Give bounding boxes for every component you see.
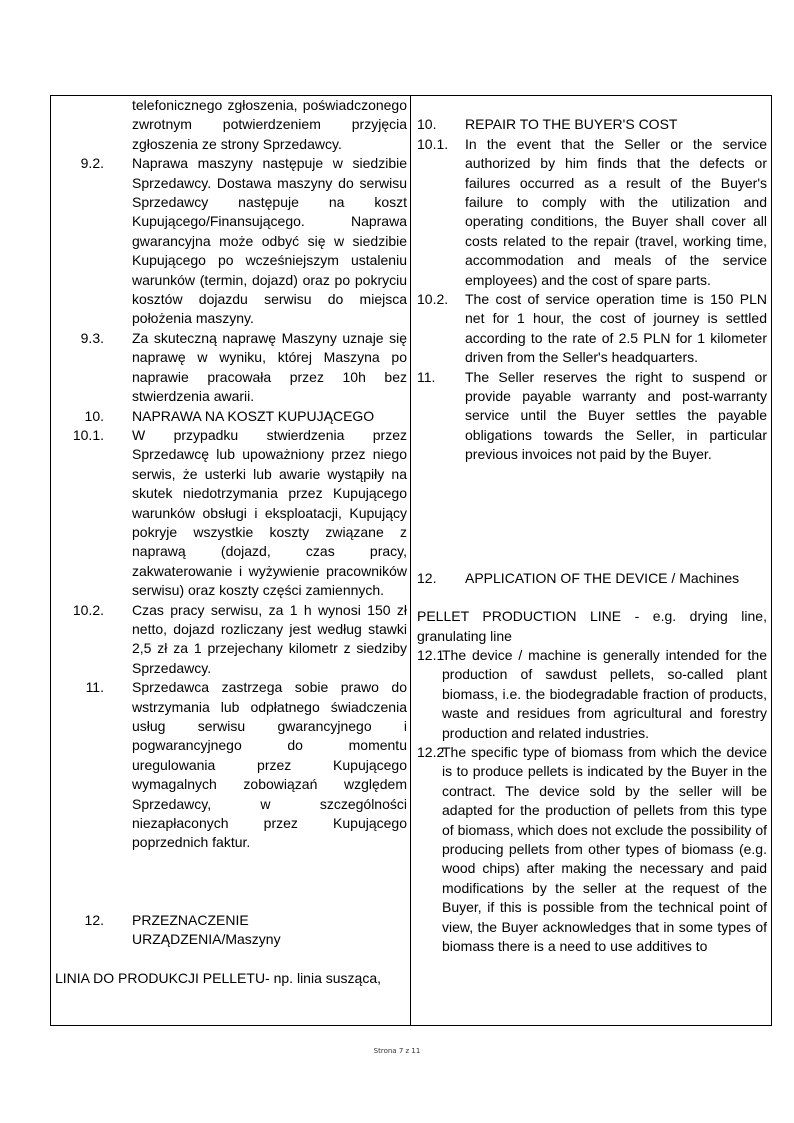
clause-number: 12.	[84, 911, 104, 928]
clause-number: 11.	[417, 368, 436, 385]
clause-10-2	[417, 290, 767, 368]
page-number-footer: Strona 7 z 11	[373, 1047, 421, 1055]
clause-10-2	[55, 601, 407, 679]
clause-text: W przypadku stwierdzenia przez Sprzedawcę lub upoważniony przez niego serwis, że usterki lub awarie wystąpiły na skutek niedotrzymania przez Kupującego warunków obsługi i eksploatacji, Kupujący pokryje wszystkie koszty związane z naprawą (dojazd, czas pracy, zakwaterowanie i wyżywienie pracowników serwisu) oraz koszty części zamiennych.	[132, 426, 407, 599]
clause-number: 10.2.	[417, 291, 449, 308]
clause-number: 12.1	[417, 646, 445, 663]
clause-text: The Seller reserves the right to suspend or provide payable warranty and post-warranty service until the Buyer settles the payable obligations towards the Seller, in particular previous invoices not paid by the Buyer.	[465, 368, 767, 463]
clause-9-2	[55, 154, 407, 329]
clause-12-2	[417, 743, 767, 956]
production-line-text: LINIA DO PRODUKCJI PELLETU- np. linia susząca,	[55, 969, 381, 986]
clause-heading: NAPRAWA NA KOSZT KUPUJĄCEGO	[132, 407, 375, 424]
clause-heading: PRZEZNACZENIE URZĄDZENIA/Maszyny	[132, 911, 281, 948]
clause-number: 10.	[417, 116, 437, 133]
clause-heading: APPLICATION OF THE DEVICE / Machines	[465, 569, 740, 586]
clause-number: 12.	[417, 569, 437, 586]
clause-number: 9.2.	[80, 155, 104, 172]
clause-10	[55, 407, 407, 426]
production-line-text: PELLET PRODUCTION LINE - e.g. drying line, granulating line	[417, 608, 767, 644]
clause-12	[55, 911, 407, 950]
clause-number: 10.	[84, 407, 104, 424]
clause-text: Czas pracy serwisu, za 1 h wynosi 150 zł netto, dojazd rozliczany jest według stawki 2,5 zł za 1 przejechany kilometr z siedziby Sprzedawcy.	[132, 601, 407, 676]
clause-9-3	[55, 329, 407, 407]
clause-text: Naprawa maszyny następuje w siedzibie Sprzedawcy. Dostawa maszyny do serwisu Sprzedawcy następuje na koszt Kupującego/Finansującego. Naprawa gwarancyjna może odbyć się w siedzibie Kupującego po wcześniejszym ustaleniu warunków (termin, dojazd) oraz po pokryciu kosztów dojazdu serwisu do miejsca położenia maszyny.	[132, 155, 407, 327]
clause-number: 9.3.	[80, 329, 104, 346]
clause-text: The specific type of biomass from which the device is to produce pellets is indicated by the Buyer in the contract. The device sold by the seller will be adapted for the production of pellets from this type of biomass, which does not exclude the possibility of producing pellets from other types of biomass (e.g. wood chips) after making the necessary and paid modifications by the seller at the request of the Buyer, if this is possible from the technical point of view, the Buyer acknowledges that in some types of biomass there is a need to use additives to	[442, 743, 767, 955]
polish-column	[55, 96, 407, 988]
clause-10-1	[417, 135, 767, 290]
clause-number: 11.	[85, 679, 104, 696]
clause-text: In the event that the Seller or the service authorized by him finds that the defects or failures occurred as a result of the Buyer's failure to comply with the utilization and operating conditions, the Buyer shall cover all costs related to the repair (travel, working time, accommodation and meals of the service employees) and the cost of spare parts.	[465, 135, 767, 288]
english-column	[417, 96, 767, 956]
clause-text: The device / machine is generally intended for the production of sawdust pellets, so-called plant biomass, i.e. the biodegradable fraction of products, waste and residues from agricultural and forestry production and related industries.	[442, 646, 767, 741]
clause-10-1	[55, 426, 407, 601]
clause-11	[417, 368, 767, 465]
spacer	[417, 96, 767, 115]
clause-text: Sprzedawca zastrzega sobie prawo do wstrzymania lub odpłatnego świadczenia usług serwisu gwarancyjnego i pogwarancyjnego do momentu uregulowania przez Kupującego wymagalnych zobowiązań względem Sprzedawcy, w szczególności niezapłaconych przez Kupującego poprzednich faktur.	[132, 679, 407, 851]
clause-number: 10.1.	[417, 135, 449, 152]
clause-11	[55, 678, 407, 853]
clause-text: The cost of service operation time is 150 PLN net for 1 hour, the cost of journey is settled according to the rate of 2.5 PLN for 1 kilometer driven from the Seller's headquarters.	[465, 291, 767, 366]
clause-12-1	[417, 646, 767, 743]
clause-number: 10.1.	[72, 426, 104, 443]
continuation-paragraph: telefonicznego zgłoszenia, poświadczonego zwrotnym potwierdzeniem przyjęcia zgłoszenia ze strony Sprzedawcy.	[132, 97, 407, 152]
clause-number: 12.2	[417, 743, 445, 760]
clause-heading: REPAIR TO THE BUYER'S COST	[465, 116, 678, 133]
clause-number: 10.2.	[72, 601, 104, 618]
clause-10	[417, 115, 767, 134]
clause-12	[417, 569, 767, 588]
clause-text: Za skuteczną naprawę Maszyny uznaje się naprawę w wyniku, której Maszyna po naprawie pracowała przez 10h bez stwierdzenia awarii.	[132, 329, 407, 405]
two-column-table	[50, 95, 772, 1026]
column-divider	[410, 95, 411, 1026]
